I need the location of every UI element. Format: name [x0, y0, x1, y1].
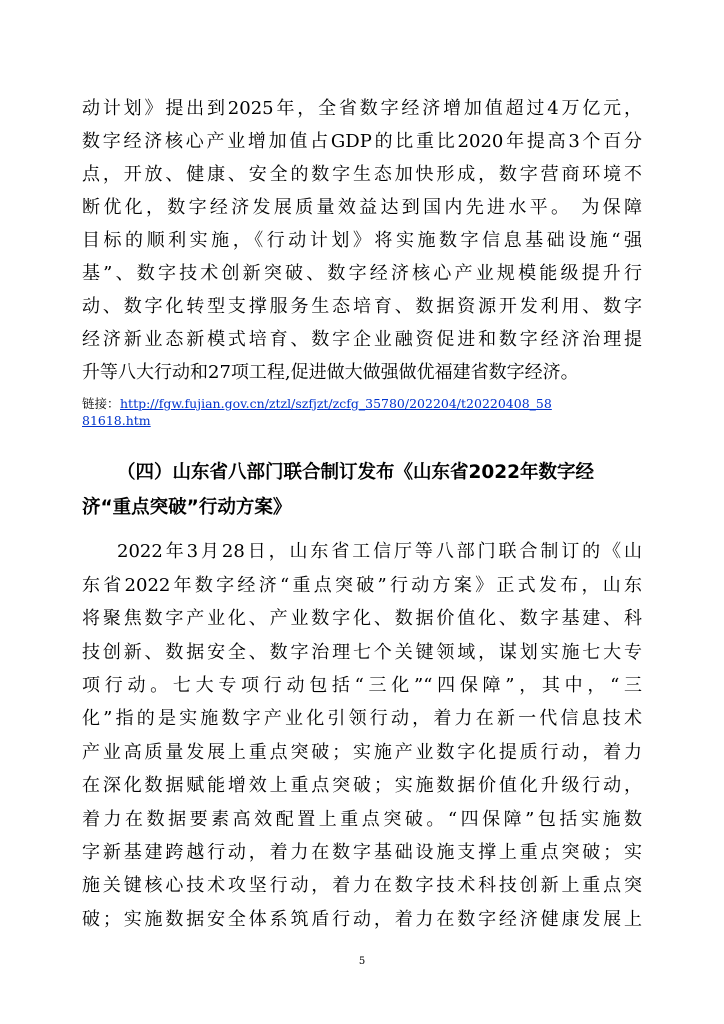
paragraph-line: 目标的顺利实施，《行动计划》将实施数字信息基础设施“强 — [82, 230, 642, 251]
paragraph-line: 断优化，数字经济发展质量效益达到国内先进水平。 为保障 — [82, 197, 642, 218]
paragraph-line: 项行动。七大专项行动包括“三化”“四保障”，其中，“三 — [82, 675, 642, 696]
source-link[interactable]: http://fgw.fujian.gov.cn/ztzl/szfjzt/zcfg_35780/202204/t20220408_58 — [120, 396, 552, 411]
paragraph-line: 字新基建跨越行动，着力在数字基础设施支撑上重点突破；实 — [82, 842, 642, 863]
paragraph-line: 点，开放、健康、安全的数字生态加快形成，数字营商环境不 — [82, 164, 642, 185]
paragraph-line: 数字经济核心产业增加值占GDP的比重比2020年提高3个百分 — [82, 131, 642, 152]
section-heading: （四）山东省八部门联合制订发布《山东省2022年数字经 — [117, 462, 594, 483]
paragraph-line: 动计划》提出到2025年，全省数字经济增加值超过4万亿元， — [82, 98, 642, 119]
paragraph-line: 升等八大行动和27项工程,促进做大做强做优福建省数字经济。 — [82, 362, 579, 383]
paragraph-line: 经济新业态新模式培育、数字企业融资促进和数字经济治理提 — [82, 329, 642, 350]
paragraph-line: 基”、数字技术创新突破、数字经济核心产业规模能级提升行 — [82, 263, 642, 284]
paragraph-line: 施关键核心技术攻坚行动，着力在数字技术科技创新上重点突 — [82, 875, 642, 896]
section-heading-continued: 济“重点突破”行动方案》 — [82, 497, 292, 518]
paragraph-line: 产业高质量发展上重点突破；实施产业数字化提质行动，着力 — [82, 742, 642, 763]
paragraph-line: 化”指的是实施数字产业化引领行动，着力在新一代信息技术 — [82, 708, 642, 729]
paragraph-line: 2022年3月28日，山东省工信厅等八部门联合制订的《山 — [117, 541, 642, 562]
paragraph-line: 将聚焦数字产业化、产业数字化、数据价值化、数字基建、科 — [82, 608, 642, 629]
link-label: 链接： — [82, 396, 120, 411]
paragraph-line: 着力在数据要素高效配置上重点突破。“四保障”包括实施数 — [82, 809, 642, 830]
paragraph-line: 破；实施数据安全体系筑盾行动，着力在数字经济健康发展上 — [82, 909, 642, 930]
page-number: 5 — [358, 956, 366, 967]
paragraph-line: 技创新、数据安全、数字治理七个关键领域，谋划实施七大专 — [82, 642, 642, 663]
source-link-continued[interactable]: 81618.htm — [82, 413, 151, 428]
paragraph-line: 动、数字化转型支撑服务生态培育、数据资源开发利用、数字 — [82, 296, 642, 317]
paragraph-line: 东省2022年数字经济“重点突破”行动方案》正式发布，山东 — [82, 575, 642, 596]
paragraph-line: 在深化数据赋能增效上重点突破；实施数据价值化升级行动， — [82, 775, 642, 796]
